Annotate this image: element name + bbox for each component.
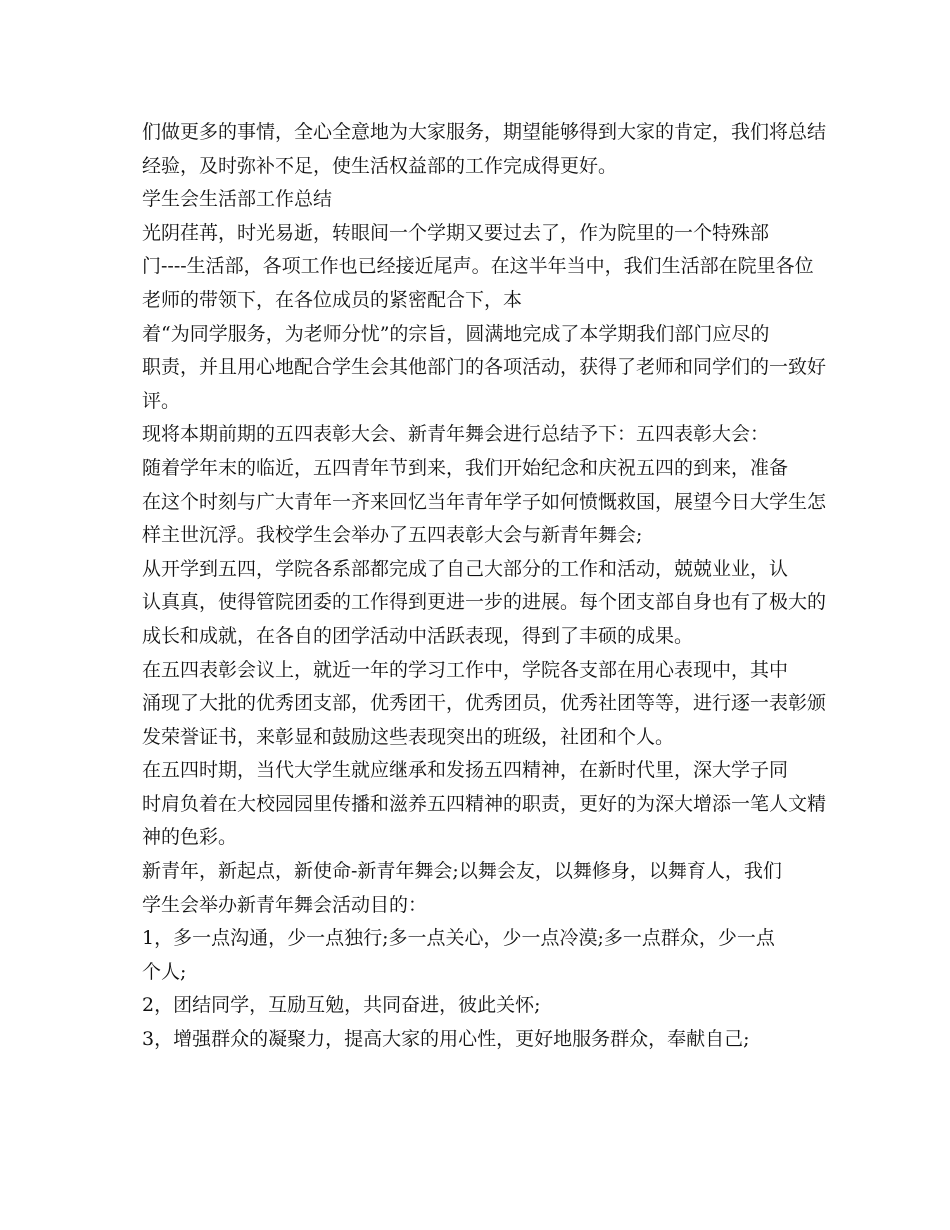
text-line: 新青年，新起点，新使命-新青年舞会;以舞会友，以舞修身，以舞育人，我们 — [142, 860, 782, 883]
text-line: 发荣誉证书，来彰显和鼓励这些表现突出的班级，社团和个人。 — [142, 725, 675, 748]
text-line: 在这个时刻与广大青年一齐来回忆当年青年学子如何愤慨救国，展望今日大学生怎 — [142, 490, 827, 513]
document-body — [142, 116, 827, 1057]
text-line: 3，增强群众的凝聚力，提高大家的用心性，更好地服务群众，奉献自己; — [142, 1028, 750, 1051]
text-line: 光阴荏苒，时光易逝，转眼间一个学期又要过去了，作为院里的一个特殊部 — [142, 221, 770, 244]
text-line: 认真真，使得管院团委的工作得到更进一步的进展。每个团支部自身也有了极大的 — [142, 591, 827, 614]
text-line: 从开学到五四，学院各系部都完成了自己大部分的工作和活动，兢兢业业，认 — [142, 557, 789, 580]
text-line: 神的色彩。 — [142, 826, 238, 849]
text-line: 成长和成就，在各自的团学活动中活跃表现，得到了丰硕的成果。 — [142, 624, 694, 647]
text-line: 学生会生活部工作总结 — [142, 188, 333, 211]
text-line: 职责，并且用心地配合学生会其他部门的各项活动，获得了老师和同学们的一致好 — [142, 356, 827, 379]
text-line: 样主世沉浮。我校学生会举办了五四表彰大会与新青年舞会; — [142, 524, 643, 547]
text-line: 着“为同学服务，为老师分忧”的宗旨，圆满地完成了本学期我们部门应尽的 — [142, 322, 770, 345]
text-line: 1，多一点沟通，少一点独行;多一点关心，少一点冷漠;多一点群众，少一点 — [142, 927, 775, 950]
text-line: 随着学年末的临近，五四青年节到来，我们开始纪念和庆祝五四的到来，准备 — [142, 456, 789, 479]
text-line: 个人; — [142, 960, 187, 983]
text-line: 涌现了大批的优秀团支部，优秀团干，优秀团员，优秀社团等等，进行逐一表彰颁 — [142, 692, 827, 715]
text-line: 时肩负着在大校园园里传播和滋养五四精神的职责，更好的为深大增添一笔人文精 — [142, 792, 827, 815]
text-line: 2，团结同学，互励互勉，共同奋进，彼此关怀; — [142, 994, 541, 1017]
text-line: 评。 — [142, 389, 181, 412]
text-line: 现将本期前期的五四表彰大会、新青年舞会进行总结予下：五四表彰大会： — [142, 423, 770, 446]
text-line: 们做更多的事情，全心全意地为大家服务，期望能够得到大家的肯定，我们将总结 — [142, 121, 827, 143]
text-line: 在五四时期，当代大学生就应继承和发扬五四精神，在新时代里，深大学子同 — [142, 759, 789, 782]
text-line: 门----生活部，各项工作也已经接近尾声。在这半年当中，我们生活部在院里各位 — [142, 255, 814, 278]
text-line: 经验，及时弥补不足，使生活权益部的工作完成得更好。 — [142, 154, 618, 177]
text-line: 学生会举办新青年舞会活动目的： — [142, 893, 428, 916]
text-line: 在五四表彰会议上，就近一年的学习工作中，学院各支部在用心表现中，其中 — [142, 658, 789, 681]
text-line: 老师的带领下，在各位成员的紧密配合下，本 — [142, 288, 523, 311]
